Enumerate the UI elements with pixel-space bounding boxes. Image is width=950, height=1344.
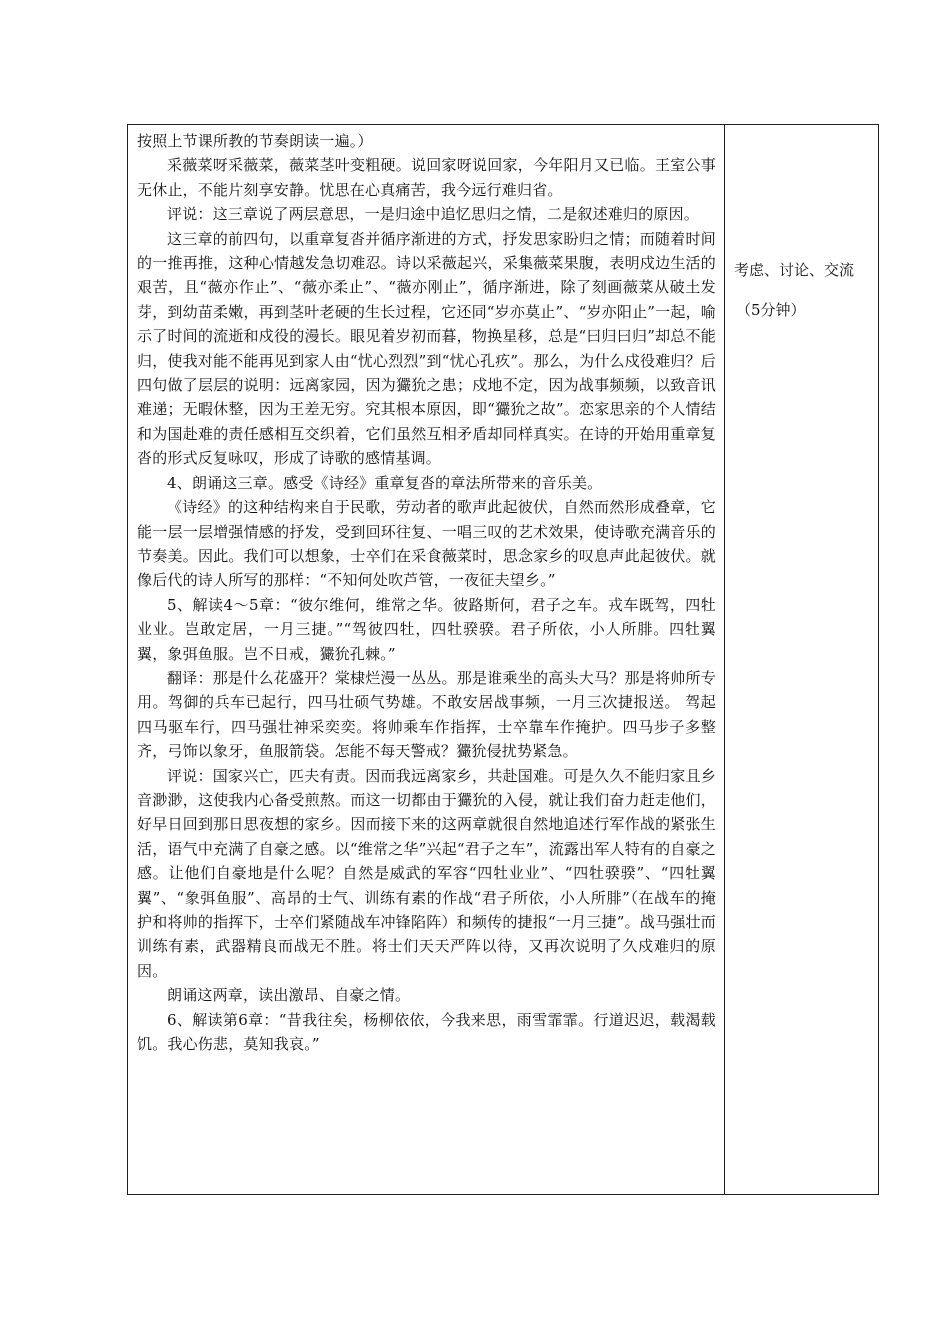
paragraph: 这三章的前四句，以重章复沓并循序渐进的方式，抒发思家盼归之情；而随着时间的一推再推，这种心情越发急切难忍。诗以采薇起兴，采集薇菜果腹，表明戍边生活的艰苦，且“薇亦作止”、“薇亦柔止”、“薇亦刚止”，循序渐进，除了刻画薇菜从破土发芽，到幼苗柔嫩，再到茎叶老硬的生长过程，它还同“岁亦莫止”、“岁亦阳止”一起，喻示了时间的流逝和戍役的漫长。眼见着岁初而暮，物换星移，总是“曰归曰归”却总不能归，使我对能不能再见到家人由“忧心烈烈”到“忧心孔疚”。那么，为什么戍役难归？后四句做了层层的说明：远离家园，因为玁狁之患；戍地不定，因为战事频频，以致音讯难递；无暇休整，因为王差无穷。究其根本原因，即“玁狁之故”。恋家思亲的个人情结和为国赴难的责任感相互交织着，它们虽然互相矛盾却同样真实。在诗的开始用重章复沓的形式反复咏叹，形成了诗歌的感情基调。 <box>137 229 716 468</box>
paragraph: 《诗经》的这种结构来自于民歌，劳动者的歌声此起彼伏，自然而然形成叠章，它能一层一层增强情感的抒发，受到回环往复、一唱三叹的艺术效果，使诗歌充满音乐的节奏美。因此。我们可以想象，士卒们在采食薇菜时，思念家乡的叹息声此起彼伏。就像后代的诗人所写的那样：“不知何处吹芦管，一夜征夫望乡。” <box>137 498 716 590</box>
teaching-content <box>128 125 724 1056</box>
paragraph: 6、解读第6章：“昔我往矣，杨柳依依，今我来思，雨雪霏霏。行道迟迟，载渴载饥。我心伤悲，莫知我哀。” <box>137 1010 716 1054</box>
paragraph: 4、朗诵这三章。感受《诗经》重章复沓的章法所带来的音乐美。 <box>167 473 603 492</box>
student-activity <box>725 125 878 322</box>
paragraph: 按照上节课所教的节奏朗读一遍。） <box>137 132 373 150</box>
activity-label: 考虑、讨论、交流 <box>734 261 855 279</box>
teaching-content-cell <box>128 125 725 1195</box>
paragraph: 朗诵这两章，读出激昂、自豪之情。 <box>167 986 411 1005</box>
paragraph: 翻译：那是什么花盛开？棠棣烂漫一丛丛。那是谁乘坐的高头大马？那是将帅所专用。驾御的兵车已起行，四马壮硕气势雄。不敢安居战事频，一月三次捷报送。 驾起四马驱车行，四马强壮神采奕奕。将帅乘车作指挥，士卒靠车作掩护。四马步子多整齐，弓饰以象牙，鱼服箭袋。怎能不每天警戒？玁狁侵扰势紧急。 <box>137 668 716 761</box>
paragraph: 评说：这三章说了两层意思，一是归途中追忆思归之情，二是叙述难归的原因。 <box>167 205 700 224</box>
paragraph: 评说：国家兴亡，匹夫有责。因而我远离家乡，共赴国难。可是久久不能归家且乡音渺渺，这使我内心备受煎熬。而这一切都由于玁狁的入侵，就让我们奋力赶走他们，好早日回到那日思夜想的家乡。因而接下来的这两章就很自然地追述行军作战的紧张生活，语气中充满了自豪之感。以“维常之华”兴起“君子之车”，流露出军人特有的自豪之感。让他们自豪地是什么呢？自然是威武的军容“四牡业业”、“四牡骙骙”、“四牡翼翼”、“象弭鱼服”、高昂的士气、训练有素的作战“君子所依，小人所腓”（在战车的掩护和将帅的指挥下，士卒们紧随战车冲锋陷阵）和频传的捷报“一月三捷”。战马强壮而训练有素，武器精良而战无不胜。将士们天天严阵以待，又再次说明了久戍难归的原因。 <box>137 766 716 980</box>
student-activity-cell <box>725 125 879 1195</box>
paragraph: 5、解读4～5章：“彼尔维何，维常之华。彼路斯何，君子之车。戎车既驾，四牡业业。岂敢定居，一月三捷。”“驾彼四牡，四牡骙骙。君子所依，小人所腓。四牡翼翼，象弭鱼服。岂不日戒，玁狁孔棘。” <box>137 595 716 663</box>
activity-time: （5分钟） <box>736 301 806 319</box>
table-row <box>128 125 879 1195</box>
paragraph: 采薇菜呀采薇菜，薇菜茎叶变粗硬。说回家呀说回家，今年阳月又已临。王室公事无休止，不能片刻享安静。忧思在心真痛苦，我今远行难归省。 <box>137 156 716 199</box>
lesson-plan-table <box>127 124 879 1195</box>
